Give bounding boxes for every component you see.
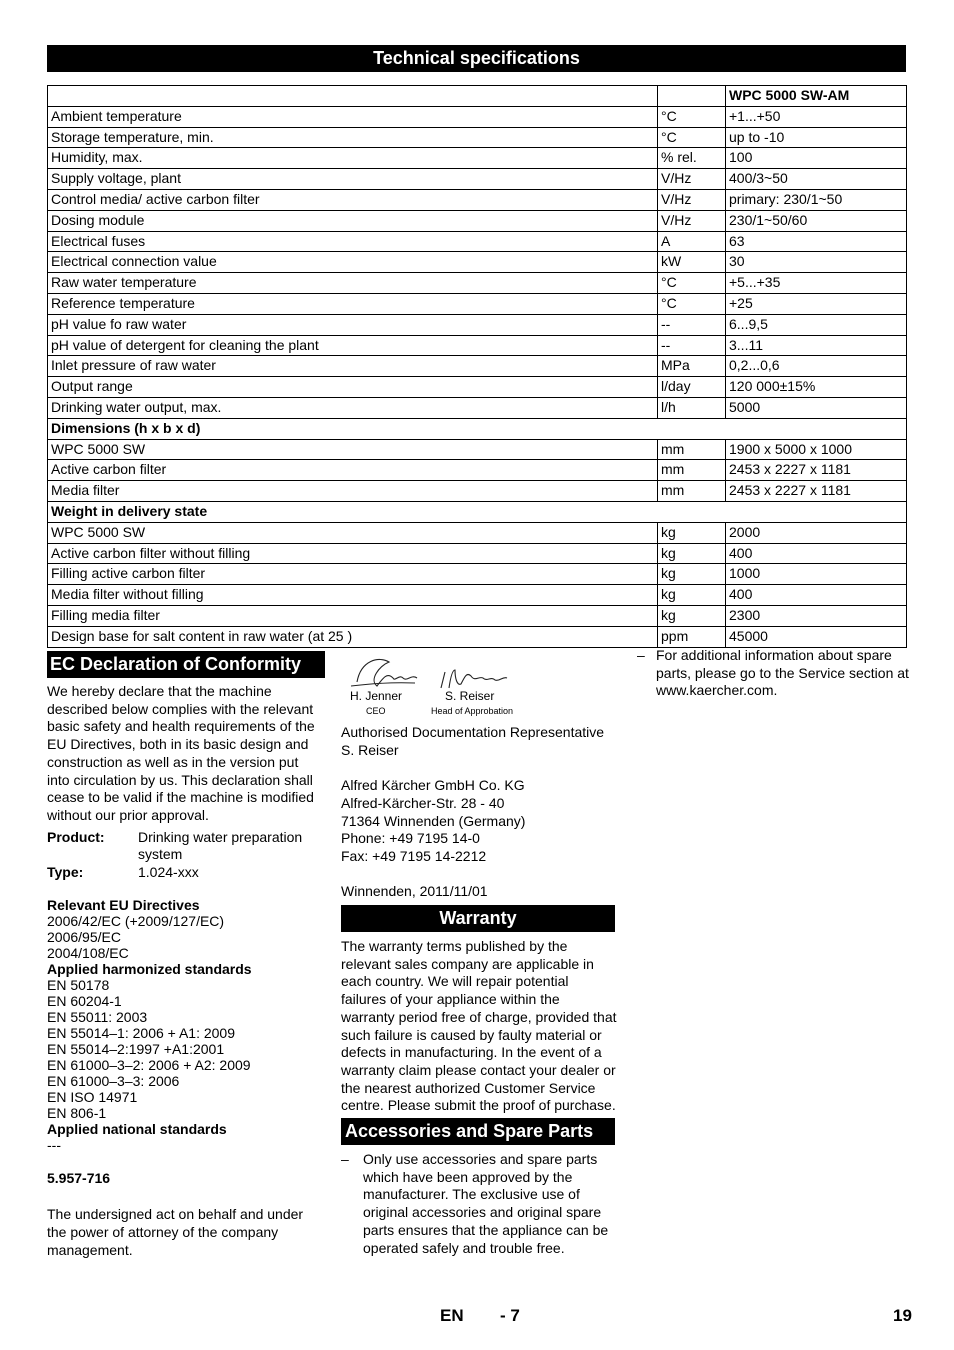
company-street: Alfred-Kärcher-Str. 28 - 40	[341, 794, 505, 811]
product-label: Product:	[47, 828, 105, 845]
type-label: Type:	[47, 864, 84, 881]
footer-local-page: - 7	[500, 1306, 520, 1325]
right-column	[637, 647, 912, 700]
row-label: Design base for salt content in raw water (at 25 )	[48, 626, 658, 647]
row-value: 120 000±15%	[726, 377, 907, 398]
row-unit: A	[658, 231, 726, 252]
table-row	[48, 564, 907, 585]
header-blank	[48, 86, 658, 107]
table-row	[48, 314, 907, 335]
product-row	[47, 829, 322, 864]
dimensions-heading: Dimensions (h x b x d)	[48, 418, 907, 439]
row-unit: mm	[658, 481, 726, 502]
national-value: ---	[47, 1136, 61, 1153]
ec-intro: We hereby declare that the machine described below complies with the relevant basic safety and health requirements of the EU Directives, both in its basic design and construction as well as in the version put into circulation by us. This declaration shall cease to be valid if the machine is modified without our prior approval.	[47, 683, 315, 823]
row-unit: kg	[658, 543, 726, 564]
row-unit: kW	[658, 252, 726, 273]
list-item: 2004/108/EC	[47, 944, 129, 961]
row-label: Media filter without filling	[48, 585, 658, 606]
row-unit: MPa	[658, 356, 726, 377]
table-row	[48, 252, 907, 273]
row-unit: mm	[658, 439, 726, 460]
row-unit: mm	[658, 460, 726, 481]
list-item: EN 50178	[47, 976, 110, 993]
row-label: WPC 5000 SW	[48, 522, 658, 543]
row-value: 63	[726, 231, 907, 252]
table-row	[48, 481, 907, 502]
table-row	[48, 189, 907, 210]
row-label: Media filter	[48, 481, 658, 502]
row-label: Supply voltage, plant	[48, 169, 658, 190]
list-item: 2006/42/EC (+2009/127/EC)	[47, 912, 225, 929]
list-item: EN 55011: 2003	[47, 1008, 148, 1025]
ec-closing: The undersigned act on behalf and under the power of attorney of the company management.	[47, 1206, 304, 1258]
section-row	[48, 501, 907, 522]
row-value: 400	[726, 543, 907, 564]
row-label: WPC 5000 SW	[48, 439, 658, 460]
company-phone: Phone: +49 7195 14-0	[341, 830, 480, 847]
auth-line2: S. Reiser	[341, 741, 399, 758]
row-label: Active carbon filter without filling	[48, 543, 658, 564]
row-label: Filling active carbon filter	[48, 564, 658, 585]
company-name: Alfred Kärcher GmbH Co. KG	[341, 777, 525, 794]
doc-number: 5.957-716	[47, 1169, 111, 1186]
row-value: 2453 x 2227 x 1181	[726, 481, 907, 502]
directives-list	[47, 913, 322, 961]
row-unit: --	[658, 335, 726, 356]
dash-marker: –	[637, 647, 645, 663]
table-row	[48, 605, 907, 626]
row-label: Humidity, max.	[48, 148, 658, 169]
row-label: Control media/ active carbon filter	[48, 189, 658, 210]
row-unit: kg	[658, 564, 726, 585]
product-value: Drinking water preparation system	[138, 828, 303, 863]
row-label: pH value of detergent for cleaning the plant	[48, 335, 658, 356]
table-row	[48, 439, 907, 460]
warranty-text: The warranty terms published by the relevant sales company are applicable in each country. We will repair potential failures of your appliance within the warranty period free of charge, provided that such failure is caused by faulty material or defects in manufacturing. In the event of a warranty claim please contact your dealer or the nearest authorized Customer Service centre. Please submit the proof of purchase.	[341, 938, 617, 1114]
signer2-name: S. Reiser	[445, 689, 495, 703]
list-item: EN 60204-1	[47, 992, 122, 1009]
signature-block	[341, 650, 617, 716]
dash-marker: –	[341, 1151, 349, 1167]
signer1-role: CEO	[366, 706, 386, 716]
row-value: 6...9,5	[726, 314, 907, 335]
table-row	[48, 356, 907, 377]
row-value: +1...+50	[726, 106, 907, 127]
row-value: 2300	[726, 605, 907, 626]
type-value: 1.024-xxx	[138, 864, 199, 881]
row-unit: °C	[658, 127, 726, 148]
row-unit: l/h	[658, 397, 726, 418]
harmonized-heading: Applied harmonized standards	[47, 960, 252, 977]
table-row	[48, 377, 907, 398]
row-value: 100	[726, 148, 907, 169]
row-unit: kg	[658, 585, 726, 606]
ec-heading: EC Declaration of Conformity	[47, 651, 325, 678]
row-value: 3...11	[726, 335, 907, 356]
row-value: primary: 230/1~50	[726, 189, 907, 210]
table-row	[48, 273, 907, 294]
directives-heading: Relevant EU Directives	[47, 896, 200, 913]
harmonized-list	[47, 977, 322, 1121]
ec-column	[47, 683, 322, 1260]
row-unit: % rel.	[658, 148, 726, 169]
weight-heading: Weight in delivery state	[48, 501, 907, 522]
row-label: Inlet pressure of raw water	[48, 356, 658, 377]
footer-page-number: 19	[893, 1306, 912, 1325]
row-unit: °C	[658, 293, 726, 314]
accessories-item	[341, 1151, 617, 1257]
row-label: Electrical connection value	[48, 252, 658, 273]
row-unit: V/Hz	[658, 210, 726, 231]
row-unit: V/Hz	[658, 189, 726, 210]
table-row	[48, 231, 907, 252]
national-heading: Applied national standards	[47, 1120, 227, 1137]
list-item: EN 806-1	[47, 1104, 107, 1121]
table-row	[48, 210, 907, 231]
row-value: 0,2...0,6	[726, 356, 907, 377]
accessories-section	[341, 1151, 617, 1257]
list-item: EN 61000–3–3: 2006	[47, 1072, 180, 1089]
list-item: EN 55014–2:1997 +A1:2001	[47, 1040, 225, 1057]
accessories-item	[637, 647, 912, 700]
row-label: Drinking water output, max.	[48, 397, 658, 418]
table-row	[48, 397, 907, 418]
list-item: EN 55014–1: 2006 + A1: 2009	[47, 1024, 235, 1041]
middle-column	[341, 650, 617, 901]
table-row	[48, 127, 907, 148]
accessories-item2: For additional information about spare parts, please go to the Service section at www.kaercher.com.	[656, 647, 909, 699]
row-unit: °C	[658, 273, 726, 294]
row-unit: l/day	[658, 377, 726, 398]
list-item: EN ISO 14971	[47, 1088, 138, 1105]
company-fax: Fax: +49 7195 14-2212	[341, 847, 487, 864]
company-city: 71364 Winnenden (Germany)	[341, 812, 526, 829]
row-value: 2000	[726, 522, 907, 543]
table-row	[48, 585, 907, 606]
table-row	[48, 460, 907, 481]
footer-language: EN	[440, 1306, 464, 1325]
header-blank	[658, 86, 726, 107]
row-value: 2453 x 2227 x 1181	[726, 460, 907, 481]
row-unit: --	[658, 314, 726, 335]
section-row	[48, 418, 907, 439]
signer1-name: H. Jenner	[350, 689, 403, 703]
type-row	[47, 864, 322, 882]
table-row	[48, 106, 907, 127]
row-label: Filling media filter	[48, 605, 658, 626]
place-date: Winnenden, 2011/11/01	[341, 883, 488, 900]
accessories-item1: Only use accessories and spare parts which have been approved by the manufacturer. The exclusive use of original accessories and original spare parts ensures that the appliance can be operated safely and trouble free.	[363, 1151, 609, 1256]
row-label: Electrical fuses	[48, 231, 658, 252]
signer2-role: Head of Approbation	[431, 706, 514, 716]
row-label: Reference temperature	[48, 293, 658, 314]
model-header: WPC 5000 SW-AM	[726, 86, 907, 107]
auth-line1: Authorised Documentation Representative	[341, 724, 605, 740]
row-value: 230/1~50/60	[726, 210, 907, 231]
table-header-row	[48, 86, 907, 107]
accessories-heading: Accessories and Spare Parts	[341, 1118, 615, 1145]
table-row	[48, 169, 907, 190]
row-unit: °C	[658, 106, 726, 127]
table-row	[48, 543, 907, 564]
row-value: +5...+35	[726, 273, 907, 294]
row-unit: ppm	[658, 626, 726, 647]
row-value: 400	[726, 585, 907, 606]
row-value: +25	[726, 293, 907, 314]
row-label: Dosing module	[48, 210, 658, 231]
row-label: Ambient temperature	[48, 106, 658, 127]
table-row	[48, 335, 907, 356]
spec-table	[47, 85, 907, 648]
row-label: pH value fo raw water	[48, 314, 658, 335]
row-value: 1900 x 5000 x 1000	[726, 439, 907, 460]
row-value: 5000	[726, 397, 907, 418]
row-label: Storage temperature, min.	[48, 127, 658, 148]
warranty-section	[341, 938, 617, 1115]
list-item: 2006/95/EC	[47, 928, 121, 945]
row-label: Active carbon filter	[48, 460, 658, 481]
row-unit: kg	[658, 605, 726, 626]
list-item: EN 61000–3–2: 2006 + A2: 2009	[47, 1056, 251, 1073]
row-value: 400/3~50	[726, 169, 907, 190]
row-unit: kg	[658, 522, 726, 543]
row-unit: V/Hz	[658, 169, 726, 190]
row-value: 30	[726, 252, 907, 273]
table-row	[48, 148, 907, 169]
row-value: 45000	[726, 626, 907, 647]
table-row	[48, 293, 907, 314]
table-row	[48, 626, 907, 647]
row-value: up to -10	[726, 127, 907, 148]
row-label: Output range	[48, 377, 658, 398]
row-value: 1000	[726, 564, 907, 585]
row-label: Raw water temperature	[48, 273, 658, 294]
table-row	[48, 522, 907, 543]
warranty-heading: Warranty	[341, 905, 615, 932]
page-title: Technical specifications	[47, 45, 906, 72]
